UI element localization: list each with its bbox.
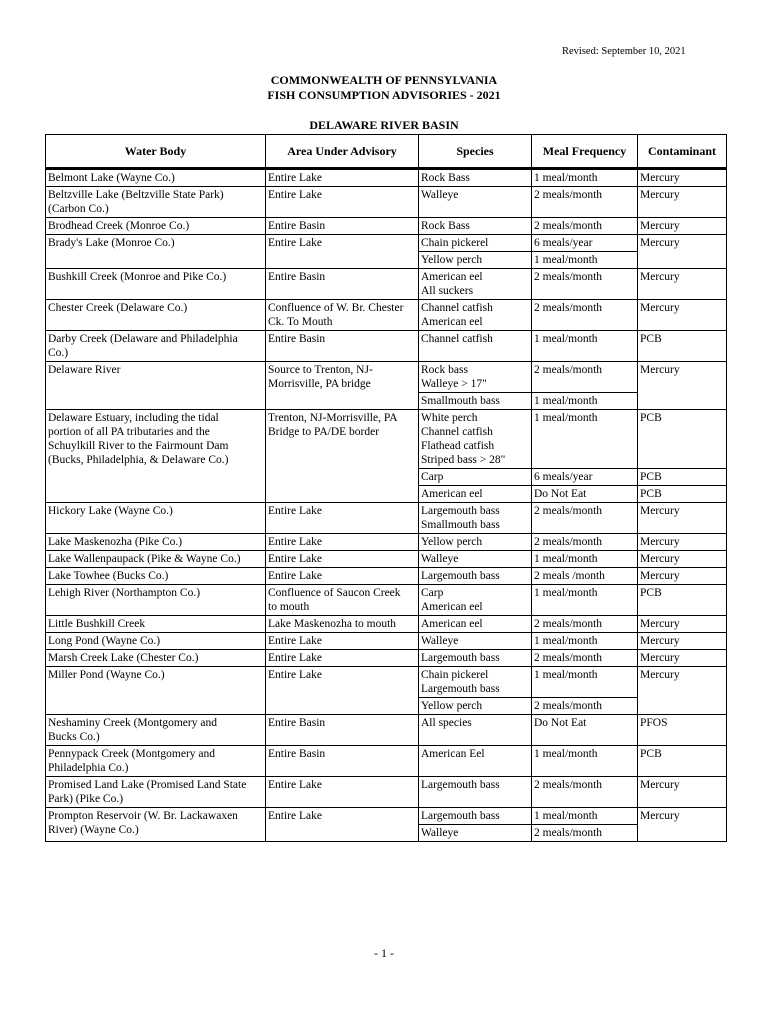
area-cell: Trenton, NJ-Morrisville, PA Bridge to PA/DE border	[266, 410, 419, 503]
area-cell: Entire Lake	[266, 808, 419, 842]
area-cell: Entire Lake	[266, 633, 419, 650]
area-cell: Entire Lake	[266, 777, 419, 808]
water-body-cell: Delaware Estuary, including the tidal portion of all PA tributaries and the Schuylkill River to the Fairmount Dam (Bucks, Philadelphia, & Delaware Co.)	[46, 410, 266, 503]
species-cell: Largemouth bass	[419, 777, 532, 808]
table-row	[46, 300, 727, 331]
table-header-row	[46, 135, 727, 169]
area-cell: Entire Basin	[266, 269, 419, 300]
area-cell: Entire Lake	[266, 169, 419, 187]
water-body-cell: Lake Wallenpaupack (Pike & Wayne Co.)	[46, 551, 266, 568]
water-body-cell: Long Pond (Wayne Co.)	[46, 633, 266, 650]
species-cell: Walleye	[419, 633, 532, 650]
area-cell: Entire Basin	[266, 331, 419, 362]
area-cell: Entire Lake	[266, 551, 419, 568]
water-body-cell: Hickory Lake (Wayne Co.)	[46, 503, 266, 534]
table-row	[46, 777, 727, 808]
area-cell: Entire Lake	[266, 650, 419, 667]
contaminant-cell: Mercury	[638, 187, 727, 218]
table-row	[46, 568, 727, 585]
meal-frequency-cell: 2 meals/month	[532, 503, 638, 534]
species-cell: Walleye	[419, 551, 532, 568]
contaminant-cell: PCB	[638, 469, 727, 486]
meal-frequency-cell: 2 meals/month	[532, 269, 638, 300]
area-cell: Entire Basin	[266, 715, 419, 746]
species-cell: Largemouth bass	[419, 568, 532, 585]
meal-frequency-cell: 1 meal/month	[532, 331, 638, 362]
table-row	[46, 410, 727, 469]
table-row	[46, 616, 727, 633]
table-row	[46, 715, 727, 746]
column-header-water-body: Water Body	[46, 135, 266, 169]
meal-frequency-cell: 1 meal/month	[532, 410, 638, 469]
contaminant-cell: Mercury	[638, 777, 727, 808]
water-body-cell: Darby Creek (Delaware and Philadelphia Co.)	[46, 331, 266, 362]
contaminant-cell: Mercury	[638, 616, 727, 633]
water-body-cell: Beltzville Lake (Beltzville State Park) (Carbon Co.)	[46, 187, 266, 218]
water-body-cell: Little Bushkill Creek	[46, 616, 266, 633]
meal-frequency-cell: 2 meals/month	[532, 698, 638, 715]
species-cell: Channel catfish	[419, 331, 532, 362]
contaminant-cell: Mercury	[638, 808, 727, 842]
water-body-cell: Pennypack Creek (Montgomery and Philadelphia Co.)	[46, 746, 266, 777]
contaminant-cell: Mercury	[638, 362, 727, 410]
table-row	[46, 269, 727, 300]
meal-frequency-cell: 1 meal/month	[532, 169, 638, 187]
meal-frequency-cell: 1 meal/month	[532, 633, 638, 650]
meal-frequency-cell: 1 meal/month	[532, 667, 638, 698]
area-cell: Entire Lake	[266, 534, 419, 551]
water-body-cell: Bushkill Creek (Monroe and Pike Co.)	[46, 269, 266, 300]
document-subtitle: FISH CONSUMPTION ADVISORIES - 2021	[267, 88, 501, 102]
species-cell: Largemouth bass Smallmouth bass	[419, 503, 532, 534]
contaminant-cell: Mercury	[638, 269, 727, 300]
page-number: - 1 -	[374, 946, 394, 960]
meal-frequency-cell: 2 meals/month	[532, 362, 638, 393]
water-body-cell: Brady's Lake (Monroe Co.)	[46, 235, 266, 269]
column-header-area: Area Under Advisory	[266, 135, 419, 169]
area-cell: Source to Trenton, NJ- Morrisville, PA bridge	[266, 362, 419, 410]
water-body-cell: Belmont Lake (Wayne Co.)	[46, 169, 266, 187]
area-cell: Entire Lake	[266, 568, 419, 585]
contaminant-cell: Mercury	[638, 633, 727, 650]
species-cell: Yellow perch	[419, 534, 532, 551]
contaminant-cell: Mercury	[638, 503, 727, 534]
species-cell: Carp American eel	[419, 585, 532, 616]
area-cell: Confluence of Saucon Creek to mouth	[266, 585, 419, 616]
meal-frequency-cell: Do Not Eat	[532, 486, 638, 503]
meal-frequency-cell: 6 meals/year	[532, 469, 638, 486]
meal-frequency-cell: 2 meals/month	[532, 300, 638, 331]
area-cell: Lake Maskenozha to mouth	[266, 616, 419, 633]
contaminant-cell: PFOS	[638, 715, 727, 746]
water-body-cell: Prompton Reservoir (W. Br. Lackawaxen River) (Wayne Co.)	[46, 808, 266, 842]
contaminant-cell: PCB	[638, 331, 727, 362]
document-title: COMMONWEALTH OF PENNSYLVANIA	[270, 73, 498, 87]
species-cell: American eel	[419, 616, 532, 633]
contaminant-cell: Mercury	[638, 534, 727, 551]
column-header-species: Species	[419, 135, 532, 169]
contaminant-cell: PCB	[638, 746, 727, 777]
table-row	[46, 534, 727, 551]
meal-frequency-cell: 2 meals/month	[532, 777, 638, 808]
area-cell: Confluence of W. Br. Chester Ck. To Mouth	[266, 300, 419, 331]
species-cell: All species	[419, 715, 532, 746]
water-body-cell: Lake Maskenozha (Pike Co.)	[46, 534, 266, 551]
revised-date: Revised: September 10, 2021	[562, 46, 686, 57]
contaminant-cell: PCB	[638, 486, 727, 503]
species-cell: Rock Bass	[419, 218, 532, 235]
water-body-cell: Delaware River	[46, 362, 266, 410]
species-cell: Channel catfish American eel	[419, 300, 532, 331]
species-cell: Rock bass Walleye > 17"	[419, 362, 532, 393]
meal-frequency-cell: 2 meals/month	[532, 650, 638, 667]
area-cell: Entire Lake	[266, 235, 419, 269]
species-cell: Largemouth bass	[419, 650, 532, 667]
contaminant-cell: PCB	[638, 410, 727, 469]
meal-frequency-cell: Do Not Eat	[532, 715, 638, 746]
species-cell: American eel	[419, 486, 532, 503]
species-cell: American eel All suckers	[419, 269, 532, 300]
table-row	[46, 331, 727, 362]
contaminant-cell: Mercury	[638, 667, 727, 715]
meal-frequency-cell: 1 meal/month	[532, 393, 638, 410]
species-cell: Walleye	[419, 187, 532, 218]
table-row	[46, 633, 727, 650]
species-cell: American Eel	[419, 746, 532, 777]
species-cell: Chain pickerel	[419, 235, 532, 252]
area-cell: Entire Lake	[266, 667, 419, 715]
water-body-cell: Lake Towhee (Bucks Co.)	[46, 568, 266, 585]
table-row	[46, 362, 727, 393]
table-row	[46, 235, 727, 252]
meal-frequency-cell: 2 meals/month	[532, 825, 638, 842]
meal-frequency-cell: 1 meal/month	[532, 585, 638, 616]
meal-frequency-cell: 1 meal/month	[532, 252, 638, 269]
species-cell: Rock Bass	[419, 169, 532, 187]
area-cell: Entire Basin	[266, 746, 419, 777]
meal-frequency-cell: 1 meal/month	[532, 746, 638, 777]
table-row	[46, 585, 727, 616]
contaminant-cell: Mercury	[638, 169, 727, 187]
meal-frequency-cell: 6 meals/year	[532, 235, 638, 252]
meal-frequency-cell: 2 meals/month	[532, 218, 638, 235]
contaminant-cell: Mercury	[638, 551, 727, 568]
advisory-table-body	[46, 169, 727, 842]
meal-frequency-cell: 1 meal/month	[532, 808, 638, 825]
water-body-cell: Miller Pond (Wayne Co.)	[46, 667, 266, 715]
column-header-contaminant: Contaminant	[638, 135, 727, 169]
area-cell: Entire Lake	[266, 187, 419, 218]
water-body-cell: Neshaminy Creek (Montgomery and Bucks Co.)	[46, 715, 266, 746]
contaminant-cell: Mercury	[638, 300, 727, 331]
table-row	[46, 503, 727, 534]
species-cell: Yellow perch	[419, 698, 532, 715]
table-row	[46, 746, 727, 777]
contaminant-cell: PCB	[638, 585, 727, 616]
water-body-cell: Chester Creek (Delaware Co.)	[46, 300, 266, 331]
species-cell: Walleye	[419, 825, 532, 842]
meal-frequency-cell: 2 meals/month	[532, 534, 638, 551]
table-row	[46, 667, 727, 698]
contaminant-cell: Mercury	[638, 218, 727, 235]
area-cell: Entire Basin	[266, 218, 419, 235]
meal-frequency-cell: 1 meal/month	[532, 551, 638, 568]
table-row	[46, 218, 727, 235]
water-body-cell: Promised Land Lake (Promised Land State Park) (Pike Co.)	[46, 777, 266, 808]
species-cell: Smallmouth bass	[419, 393, 532, 410]
species-cell: Chain pickerel Largemouth bass	[419, 667, 532, 698]
species-cell: Yellow perch	[419, 252, 532, 269]
contaminant-cell: Mercury	[638, 650, 727, 667]
species-cell: White perch Channel catfish Flathead catfish Striped bass > 28"	[419, 410, 532, 469]
meal-frequency-cell: 2 meals/month	[532, 616, 638, 633]
water-body-cell: Lehigh River (Northampton Co.)	[46, 585, 266, 616]
water-body-cell: Brodhead Creek (Monroe Co.)	[46, 218, 266, 235]
area-cell: Entire Lake	[266, 503, 419, 534]
water-body-cell: Marsh Creek Lake (Chester Co.)	[46, 650, 266, 667]
basin-heading: DELAWARE RIVER BASIN	[309, 118, 459, 132]
column-header-meal-frequency: Meal Frequency	[532, 135, 638, 169]
contaminant-cell: Mercury	[638, 568, 727, 585]
contaminant-cell: Mercury	[638, 235, 727, 269]
table-row	[46, 551, 727, 568]
table-row	[46, 650, 727, 667]
advisory-table	[45, 134, 727, 842]
species-cell: Carp	[419, 469, 532, 486]
table-row	[46, 187, 727, 218]
meal-frequency-cell: 2 meals/month	[532, 187, 638, 218]
table-row	[46, 808, 727, 825]
table-row	[46, 169, 727, 187]
meal-frequency-cell: 2 meals /month	[532, 568, 638, 585]
species-cell: Largemouth bass	[419, 808, 532, 825]
